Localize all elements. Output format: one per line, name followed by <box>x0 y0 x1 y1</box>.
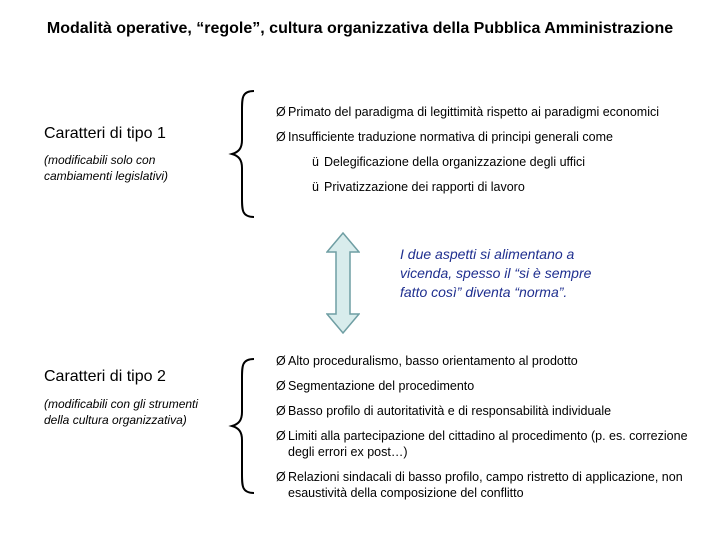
section1-bullet-list <box>276 104 696 204</box>
section1-note: (modificabili solo con cambiamenti legislativi) <box>44 153 169 183</box>
bullet-text: Privatizzazione dei rapporti di lavoro <box>324 180 525 194</box>
slide-title: Modalità operative, “regole”, cultura organizzativa della Pubblica Amministrazione <box>46 20 674 37</box>
section1-heading: Caratteri di tipo 1 <box>44 125 166 142</box>
double-arrow-icon <box>326 232 360 334</box>
bullet-text: Limiti alla partecipazione del cittadino al procedimento (p. es. correzione degli errori ex post…) <box>288 429 688 459</box>
bullet-item <box>276 469 696 501</box>
bullet-text: Insufficiente traduzione normativa di principi generali come <box>288 130 613 144</box>
bullet-item <box>276 353 696 369</box>
arrow-bullet-icon: Ø <box>276 429 286 443</box>
checkmark-bullet-icon: ü <box>312 155 319 169</box>
arrow-bullet-icon: Ø <box>276 130 286 144</box>
section2-bullet-list <box>276 353 696 510</box>
bullet-text: Segmentazione del procedimento <box>288 379 475 393</box>
bullet-text: Alto proceduralismo, basso orientamento al prodotto <box>288 354 578 368</box>
section2-heading: Caratteri di tipo 2 <box>44 368 166 385</box>
bullet-item <box>276 104 696 120</box>
bullet-item <box>276 129 696 145</box>
left-brace-icon <box>228 88 260 220</box>
sub-bullet-item <box>276 179 696 195</box>
arrow-bullet-icon: Ø <box>276 404 286 418</box>
bullet-item <box>276 378 696 394</box>
relationship-caption: I due aspetti si alimentano a vicenda, spesso il “si è sempre fatto così” diventa “norma”. <box>400 246 592 300</box>
section2-note: (modificabili con gli strumenti della cultura organizzativa) <box>44 397 199 427</box>
arrow-bullet-icon: Ø <box>276 379 286 393</box>
bullet-item <box>276 428 696 460</box>
arrow-bullet-icon: Ø <box>276 354 286 368</box>
left-brace-icon <box>228 356 260 496</box>
bullet-item <box>276 403 696 419</box>
bullet-text: Primato del paradigma di legittimità rispetto ai paradigmi economici <box>288 105 660 119</box>
bullet-text: Basso profilo di autoritatività e di responsabilità individuale <box>288 404 612 418</box>
sub-bullet-item <box>276 154 696 170</box>
bullet-text: Relazioni sindacali di basso profilo, campo ristretto di applicazione, non esaustività della composizione del conflitto <box>288 470 683 500</box>
arrow-bullet-icon: Ø <box>276 105 286 119</box>
checkmark-bullet-icon: ü <box>312 180 319 194</box>
arrow-bullet-icon: Ø <box>276 470 286 484</box>
bullet-text: Delegificazione della organizzazione degli uffici <box>324 155 586 169</box>
